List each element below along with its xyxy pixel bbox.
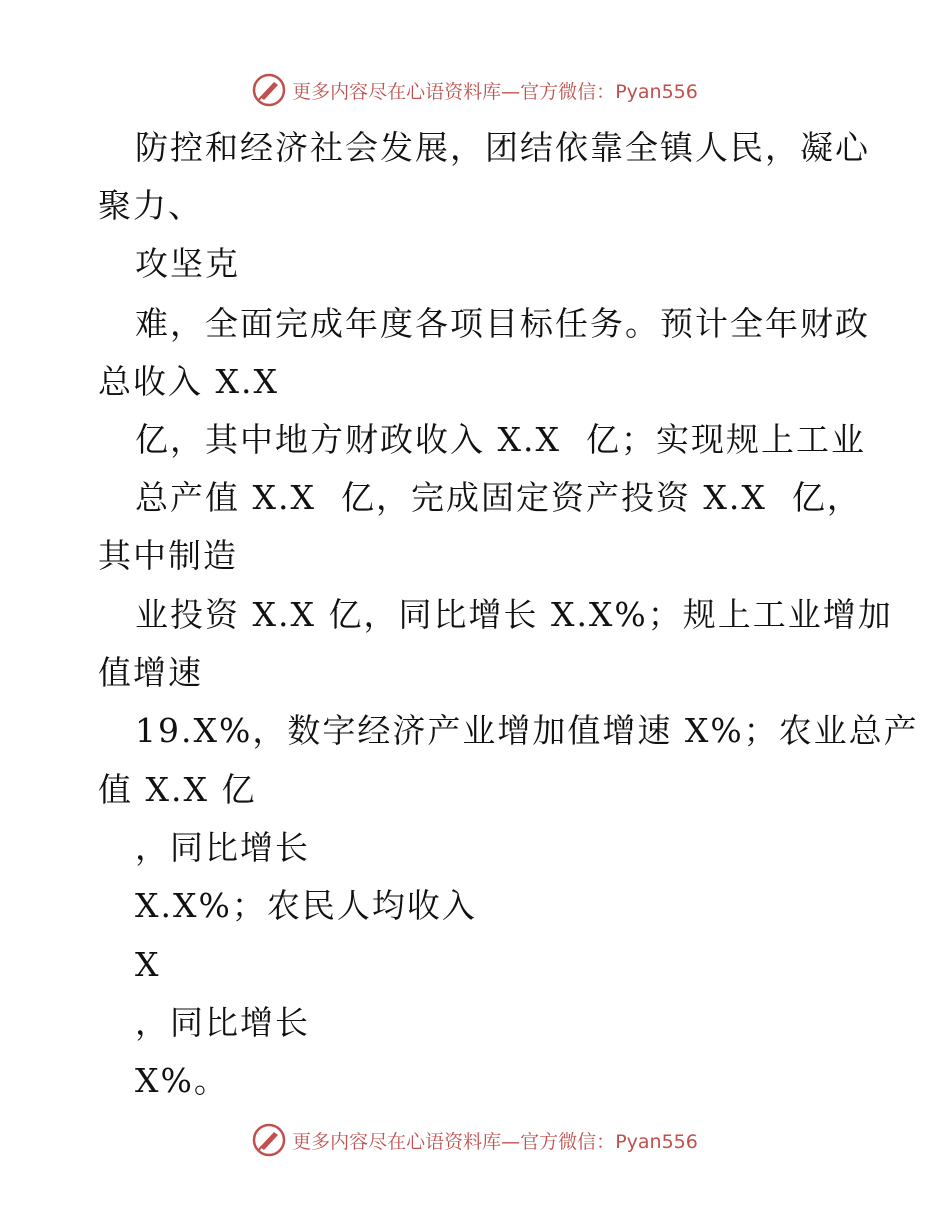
body-line-13: ，同比增长 bbox=[135, 828, 310, 867]
body-line-6: 亿，其中地方财政收入 X.X 亿；实现规上工业 bbox=[135, 420, 866, 459]
body-line-14: X.X%；农民人均收入 bbox=[135, 886, 477, 925]
body-line-15: X bbox=[135, 945, 161, 984]
watermark-main-text: 更多内容尽在心语资料库 bbox=[292, 1130, 502, 1153]
body-line-9: 业投资 X.X 亿，同比增长 X.X%；规上工业增加 bbox=[135, 595, 893, 634]
watermark-wechat-id: Pyan556 bbox=[615, 80, 698, 103]
footer-watermark bbox=[0, 1120, 950, 1160]
body-line-10: 值增速 bbox=[98, 653, 203, 692]
watermark-separator: — bbox=[501, 1130, 521, 1153]
watermark-separator: — bbox=[501, 80, 521, 103]
body-line-12: 值 X.X 亿 bbox=[98, 770, 257, 809]
body-line-8: 其中制造 bbox=[98, 536, 238, 575]
header-watermark bbox=[0, 70, 950, 110]
body-line-5: 总收入 X.X bbox=[98, 362, 279, 401]
body-line-2: 聚力、 bbox=[98, 186, 203, 225]
body-line-17: X%。 bbox=[135, 1061, 229, 1100]
watermark-wechat-id: Pyan556 bbox=[615, 1130, 698, 1153]
watermark-wechat-label: 官方微信： bbox=[520, 80, 616, 103]
quill-pen-logo-icon bbox=[252, 1123, 286, 1157]
body-line-1: 防控和经济社会发展，团结依靠全镇人民，凝心 bbox=[135, 128, 870, 167]
body-line-3: 攻坚克 bbox=[135, 244, 240, 283]
quill-pen-logo-icon bbox=[252, 73, 286, 107]
body-line-7: 总产值 X.X 亿，完成固定资产投资 X.X 亿， bbox=[135, 478, 862, 517]
body-line-4: 难，全面完成年度各项目标任务。预计全年财政 bbox=[135, 304, 870, 343]
watermark-wechat-label: 官方微信： bbox=[520, 1130, 616, 1153]
watermark-main-text: 更多内容尽在心语资料库 bbox=[292, 80, 502, 103]
body-line-11: 19.X%，数字经济产业增加值增速 X%；农业总产 bbox=[135, 711, 919, 750]
body-line-16: ，同比增长 bbox=[135, 1003, 310, 1042]
